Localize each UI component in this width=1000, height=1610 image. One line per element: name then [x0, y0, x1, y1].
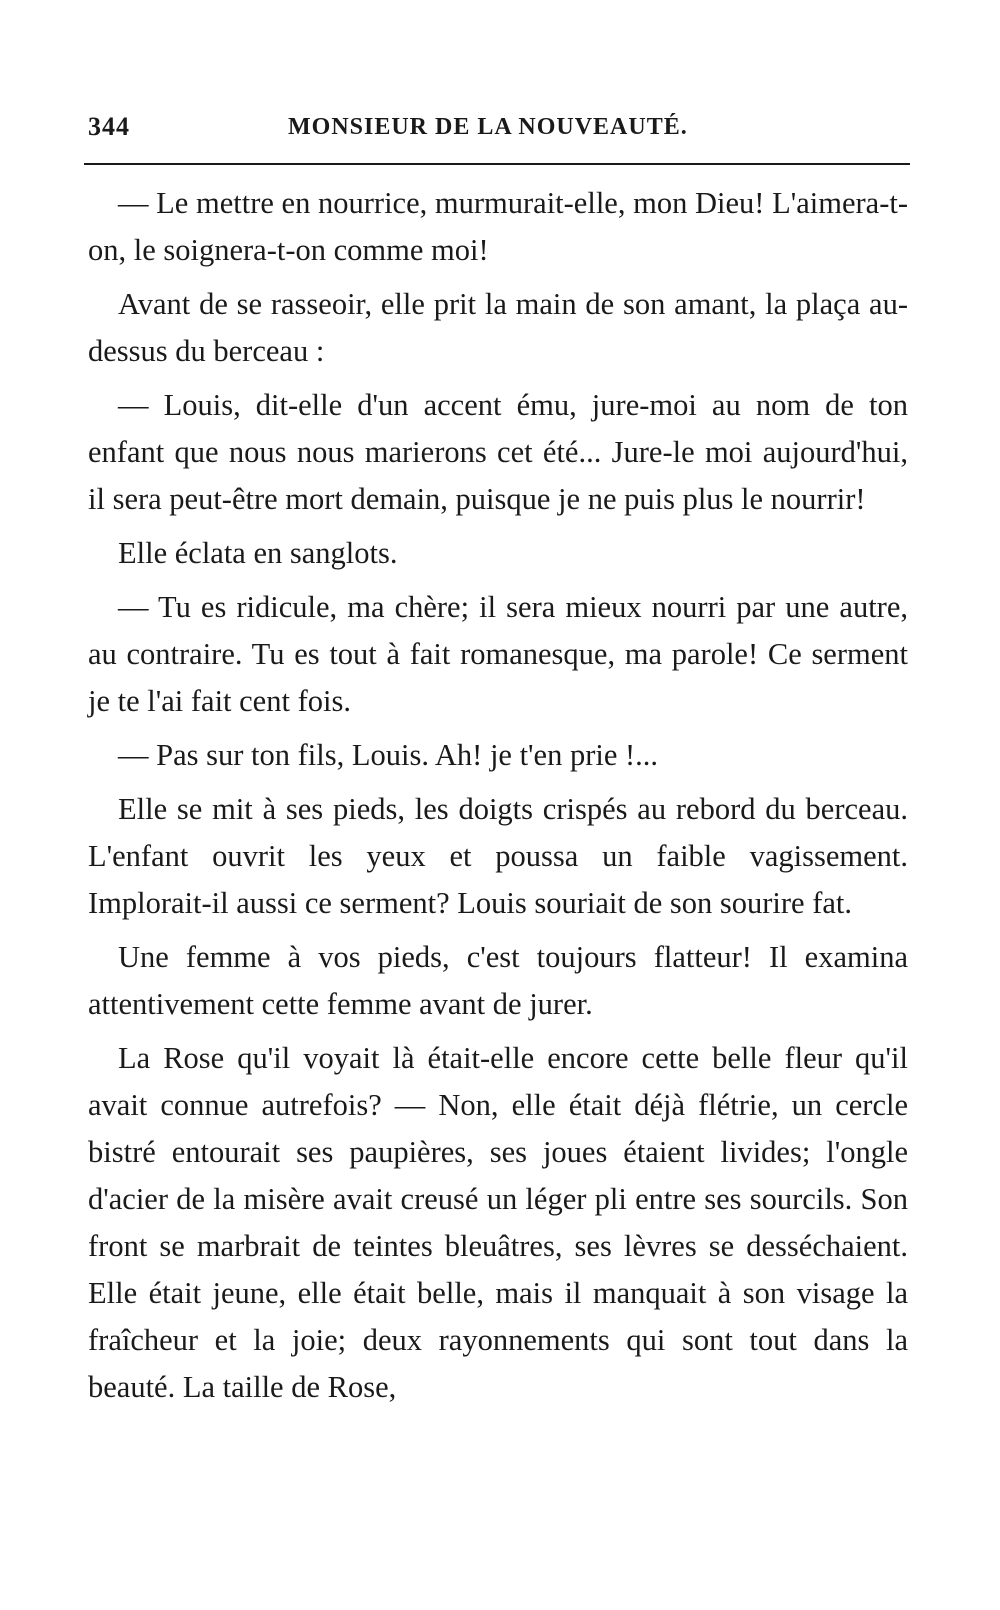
paragraph: Une femme à vos pieds, c'est toujours flatteur! Il examina attentivement cette femme avant de jurer.	[88, 940, 908, 1021]
body-text	[88, 180, 908, 1418]
paragraph: — Pas sur ton fils, Louis. Ah! je t'en prie !...	[118, 738, 659, 772]
paragraph: Elle éclata en sanglots.	[118, 536, 398, 570]
page-number: 344	[88, 112, 130, 141]
header-rule	[84, 163, 910, 165]
paragraph: — Louis, dit-elle d'un accent ému, jure-moi au nom de ton enfant que nous nous marierons cet été... Jure-le moi aujourd'hui, il sera peut-être mort demain, puisque je ne puis plus le nourrir!	[88, 388, 908, 516]
paragraph: La Rose qu'il voyait là était-elle encore cette belle fleur qu'il avait connue autrefois? — Non, elle était déjà flétrie, un cercle bistré entourait ses paupières, ses joues étaient livides; l'ongle d'acier de la misère avait creusé un léger pli entre ses sourcils. Son front se marbrait de teintes bleuâtres, ses lèvres se desséchaient. Elle était jeune, elle était belle, mais il manquait à son visage la fraîcheur et la joie; deux rayonnements qui sont tout dans la beauté. La taille de Rose,	[88, 1041, 908, 1404]
page-header	[88, 112, 908, 152]
paragraph: — Tu es ridicule, ma chère; il sera mieux nourri par une autre, au contraire. Tu es tout à fait romanesque, ma parole! Ce serment je te l'ai fait cent fois.	[88, 590, 908, 718]
running-title: MONSIEUR DE LA NOUVEAUTÉ.	[288, 114, 688, 140]
paragraph: Avant de se rasseoir, elle prit la main de son amant, la plaça au-dessus du berceau :	[88, 287, 908, 368]
paragraph: — Le mettre en nourrice, murmurait-elle, mon Dieu! L'aimera-t-on, le soignera-t-on comme moi!	[88, 186, 908, 267]
paragraph: Elle se mit à ses pieds, les doigts crispés au rebord du berceau. L'enfant ouvrit les yeux et poussa un faible vagissement. Implorait-il aussi ce serment? Louis souriait de son sourire fat.	[88, 792, 908, 920]
